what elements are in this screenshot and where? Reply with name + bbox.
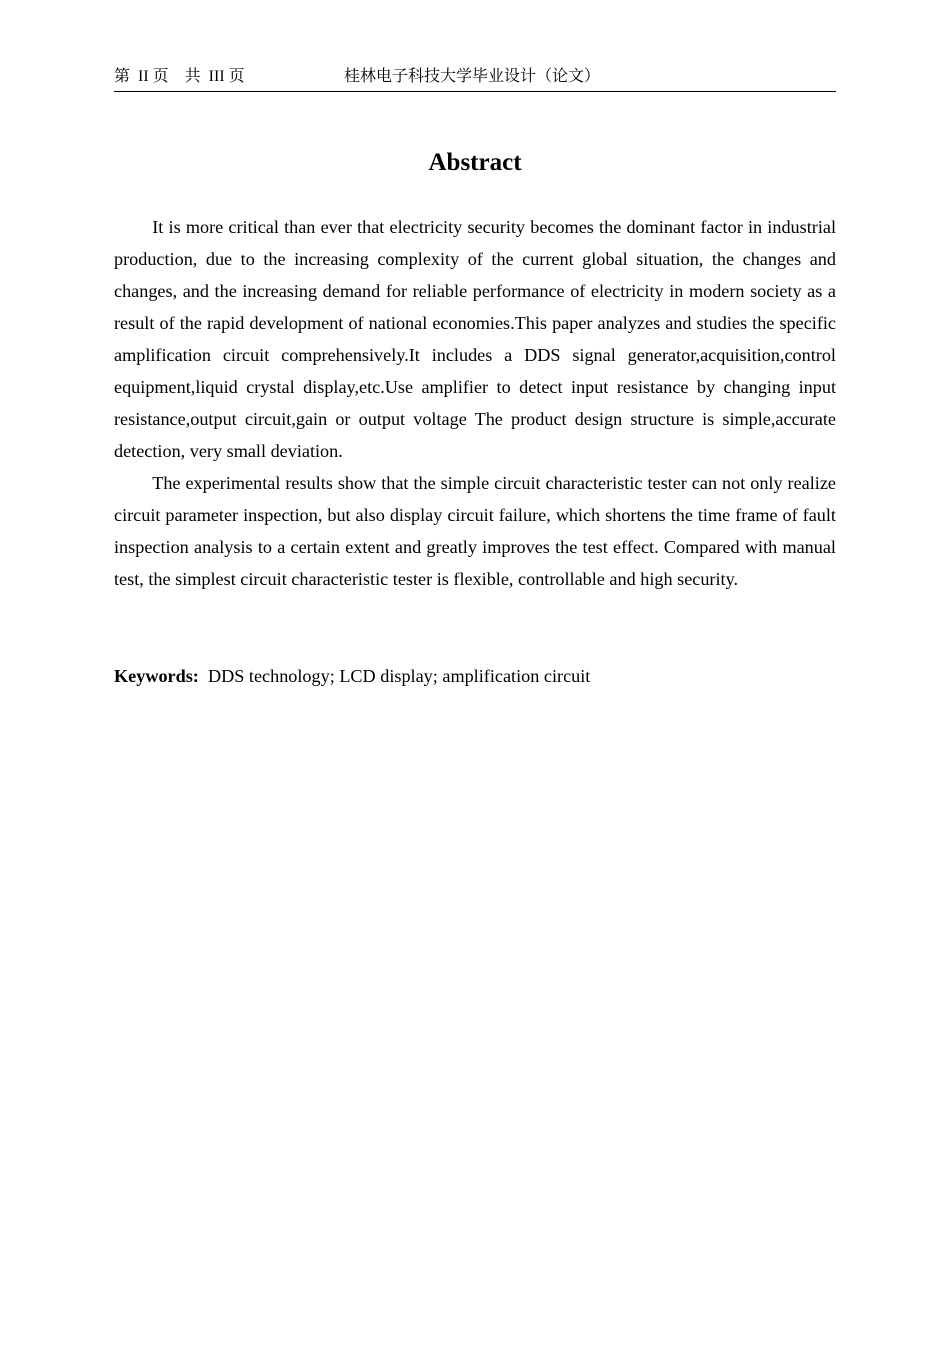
abstract-paragraph-2: The experimental results show that the simple circuit characteristic tester can not only realize circuit parameter inspection, but also display circuit failure, which shortens the time frame of fault inspection analysis to a certain extent and greatly improves the test effect. Compared with manual test, the simplest circuit characteristic tester is flexible, controllable and high security.: [114, 473, 836, 589]
keywords-value: DDS technology; LCD display; amplification circuit: [207, 666, 591, 686]
header-university-title: 桂林电子科技大学毕业设计（论文）: [344, 68, 601, 85]
abstract-body: [114, 211, 836, 595]
abstract-paragraph-1: It is more critical than ever that electricity security becomes the dominant factor in industrial production, due to the increasing complexity of the current global situation, the changes and changes, and the increasing demand for reliable performance of electricity in modern society as a result of the rapid development of national economies.This paper analyzes and studies the specific amplification circuit comprehensively.It includes a DDS signal generator,acquisition,control equipment,liquid crystal display,etc.Use amplifier to detect input resistance by changing input resistance,output circuit,gain or output voltage The product design structure is simple,accurate detection, very small deviation.: [114, 217, 836, 461]
header-page-number: 第 II 页 共 III 页: [114, 68, 245, 85]
page-header: [114, 66, 836, 92]
abstract-title: Abstract: [428, 149, 522, 176]
keywords-label: Keywords:: [114, 666, 199, 686]
keywords-line: [114, 660, 836, 692]
